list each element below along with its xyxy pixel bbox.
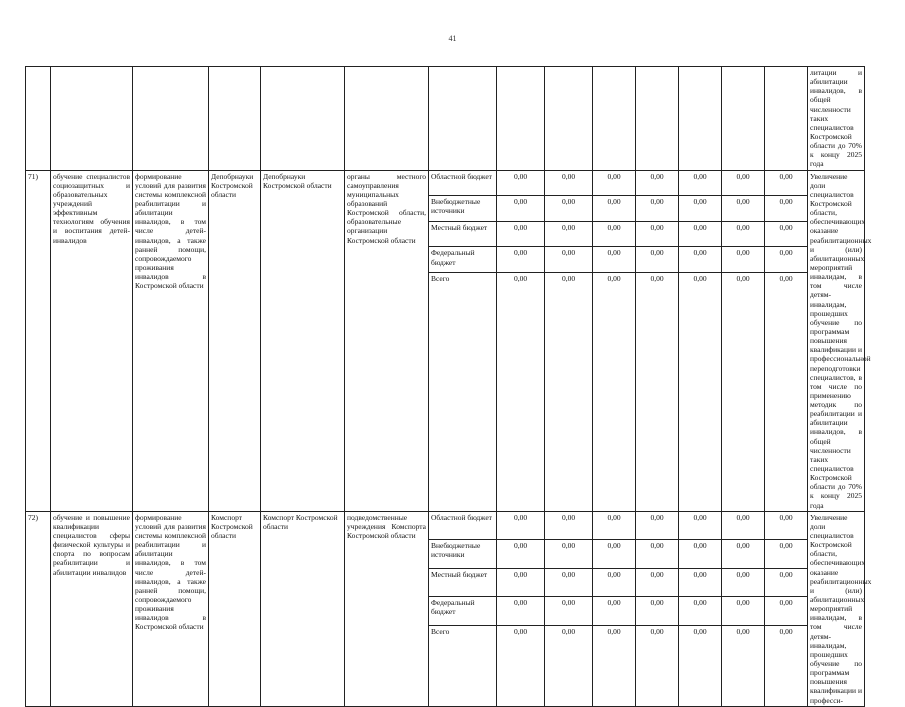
measure-purpose: формирование условий для развития системы комплексной реабилитации и абилитации инвалидов, в том числе детей-инвалидов, а также ранней помощи, сопровождаемого проживания инвалидов в Костромской области bbox=[133, 170, 209, 511]
funding-value: 0,00 bbox=[545, 170, 593, 196]
funding-source: Областной бюджет bbox=[429, 511, 497, 539]
funding-value: 0,00 bbox=[636, 568, 679, 596]
funding-value: 0,00 bbox=[593, 597, 636, 626]
funding-value: 0,00 bbox=[722, 511, 765, 539]
funding-source: Внебюджетные источники bbox=[429, 540, 497, 569]
funding-value: 0,00 bbox=[765, 247, 808, 273]
funding-source: Областной бюджет bbox=[429, 170, 497, 196]
funding-value: 0,00 bbox=[636, 597, 679, 626]
funding-value: 0,00 bbox=[593, 196, 636, 222]
funding-source: Внебюджетные источники bbox=[429, 196, 497, 222]
funding-value: 0,00 bbox=[545, 568, 593, 596]
funding-value: 0,00 bbox=[593, 273, 636, 511]
responsible-executor: Комспорт Костромской области bbox=[209, 511, 261, 706]
funding-value: 0,00 bbox=[636, 511, 679, 539]
funding-value: 0,00 bbox=[722, 273, 765, 511]
table-row bbox=[26, 67, 865, 171]
measure-name: обучение и повышение квалификации специалистов сферы физической культуры и спорта по вопросам реабилитации и абилитации инвалидов bbox=[51, 511, 133, 706]
funding-value: 0,00 bbox=[545, 273, 593, 511]
funding-value: 0,00 bbox=[497, 273, 545, 511]
funding-source: Всего bbox=[429, 625, 497, 706]
funding-value: 0,00 bbox=[765, 568, 808, 596]
funding-value: 0,00 bbox=[765, 540, 808, 569]
document-table-wrapper bbox=[25, 66, 872, 707]
funding-value: 0,00 bbox=[636, 170, 679, 196]
funding-value: 0,00 bbox=[593, 170, 636, 196]
funding-value: 0,00 bbox=[636, 273, 679, 511]
table-row bbox=[26, 511, 865, 539]
funding-value: 0,00 bbox=[679, 247, 722, 273]
funding-source: Всего bbox=[429, 273, 497, 511]
funding-value: 0,00 bbox=[679, 221, 722, 247]
result-cell: Увеличение доли специалистов Костромской области, обеспечивающих оказание реабилитационных и (или) абилитационных мероприятий инвалидам, в том числе детям-инвалидам, прошедших обучение по программам повышения квалификации и професси- bbox=[808, 511, 865, 706]
funding-source: Местный бюджет bbox=[429, 568, 497, 596]
funding-value: 0,00 bbox=[593, 540, 636, 569]
funding-value: 0,00 bbox=[679, 170, 722, 196]
result-cell: литации и абилитации инвалидов, в общей численности таких специалистов Костромской области до 70% к концу 2025 года bbox=[808, 67, 865, 171]
table-cell bbox=[429, 67, 497, 171]
page-number: 41 bbox=[448, 34, 457, 43]
funding-source: Федеральный бюджет bbox=[429, 597, 497, 626]
funding-value: 0,00 bbox=[679, 511, 722, 539]
table-cell bbox=[722, 67, 765, 171]
funding-value: 0,00 bbox=[722, 540, 765, 569]
funding-value: 0,00 bbox=[497, 597, 545, 626]
funding-value: 0,00 bbox=[765, 170, 808, 196]
funding-value: 0,00 bbox=[545, 625, 593, 706]
result-cell: Увеличение доли специалистов Костромской области, обеспечивающих оказание реабилитационных и (или) абилитационных мероприятий инвалидам, в том числе детям-инвалидам, прошедших обучение по программам повышения квалификации и профессиональной переподготовки специалистов, в том числе по применению методик по реабилитации и абилитации инвалидов, в общей численности таких специалистов Костромской области до 70% к концу 2025 года bbox=[808, 170, 865, 511]
funding-value: 0,00 bbox=[636, 247, 679, 273]
funding-value: 0,00 bbox=[497, 247, 545, 273]
row-number: 71) bbox=[26, 170, 51, 511]
funding-value: 0,00 bbox=[497, 568, 545, 596]
table-cell bbox=[133, 67, 209, 171]
row-number: 72) bbox=[26, 511, 51, 706]
table-cell bbox=[26, 67, 51, 171]
funding-value: 0,00 bbox=[545, 247, 593, 273]
funding-value: 0,00 bbox=[593, 568, 636, 596]
program-measures-table bbox=[25, 66, 872, 707]
funding-value: 0,00 bbox=[497, 625, 545, 706]
funding-value: 0,00 bbox=[545, 196, 593, 222]
funding-value: 0,00 bbox=[722, 170, 765, 196]
funding-value: 0,00 bbox=[722, 221, 765, 247]
funding-value: 0,00 bbox=[679, 196, 722, 222]
funding-value: 0,00 bbox=[636, 221, 679, 247]
funding-value: 0,00 bbox=[636, 196, 679, 222]
table-cell bbox=[593, 67, 636, 171]
funding-value: 0,00 bbox=[722, 196, 765, 222]
funding-value: 0,00 bbox=[679, 540, 722, 569]
funding-value: 0,00 bbox=[722, 625, 765, 706]
table-cell bbox=[261, 67, 345, 171]
funding-value: 0,00 bbox=[765, 196, 808, 222]
funding-value: 0,00 bbox=[545, 511, 593, 539]
funding-value: 0,00 bbox=[636, 540, 679, 569]
table-cell bbox=[636, 67, 679, 171]
funding-value: 0,00 bbox=[545, 540, 593, 569]
funding-value: 0,00 bbox=[722, 568, 765, 596]
table-cell bbox=[765, 67, 808, 171]
funding-value: 0,00 bbox=[497, 221, 545, 247]
funding-value: 0,00 bbox=[545, 597, 593, 626]
table-cell bbox=[545, 67, 593, 171]
measure-purpose: формирование условий для развития системы комплексной реабилитации и абилитации инвалидов, в том числе детей-инвалидов, а также ранней помощи, сопровождаемого проживания инвалидов в Костромской области bbox=[133, 511, 209, 706]
funding-value: 0,00 bbox=[593, 247, 636, 273]
funding-value: 0,00 bbox=[636, 625, 679, 706]
table-cell bbox=[209, 67, 261, 171]
funding-value: 0,00 bbox=[593, 221, 636, 247]
funding-value: 0,00 bbox=[679, 273, 722, 511]
funding-value: 0,00 bbox=[497, 196, 545, 222]
table-cell bbox=[679, 67, 722, 171]
table-cell bbox=[345, 67, 429, 171]
table-row bbox=[26, 170, 865, 196]
funding-value: 0,00 bbox=[722, 597, 765, 626]
participants: органы местного самоуправления муниципальных образований Костромской области, образовательные организации Костромской области bbox=[345, 170, 429, 511]
responsible-executor: Депобрнауки Костромской области bbox=[209, 170, 261, 511]
funding-source: Местный бюджет bbox=[429, 221, 497, 247]
table-cell bbox=[497, 67, 545, 171]
funding-value: 0,00 bbox=[679, 568, 722, 596]
funding-value: 0,00 bbox=[497, 511, 545, 539]
funding-value: 0,00 bbox=[765, 597, 808, 626]
funding-value: 0,00 bbox=[545, 221, 593, 247]
funding-value: 0,00 bbox=[497, 170, 545, 196]
funding-value: 0,00 bbox=[593, 625, 636, 706]
funding-value: 0,00 bbox=[593, 511, 636, 539]
funding-source: Федеральный бюджет bbox=[429, 247, 497, 273]
funding-value: 0,00 bbox=[765, 511, 808, 539]
measure-name: обучение специалистов социозащитных и образовательных учреждений эффективным технологиям обучения и воспитания детей-инвалидов bbox=[51, 170, 133, 511]
table-cell bbox=[51, 67, 133, 171]
co-executor: Депобрнауки Костромской области bbox=[261, 170, 345, 511]
participants: подведомственные учреждения Комспорта Костромской области bbox=[345, 511, 429, 706]
co-executor: Комспорт Костромской области bbox=[261, 511, 345, 706]
funding-value: 0,00 bbox=[679, 597, 722, 626]
funding-value: 0,00 bbox=[722, 247, 765, 273]
funding-value: 0,00 bbox=[765, 273, 808, 511]
funding-value: 0,00 bbox=[497, 540, 545, 569]
funding-value: 0,00 bbox=[679, 625, 722, 706]
funding-value: 0,00 bbox=[765, 625, 808, 706]
funding-value: 0,00 bbox=[765, 221, 808, 247]
